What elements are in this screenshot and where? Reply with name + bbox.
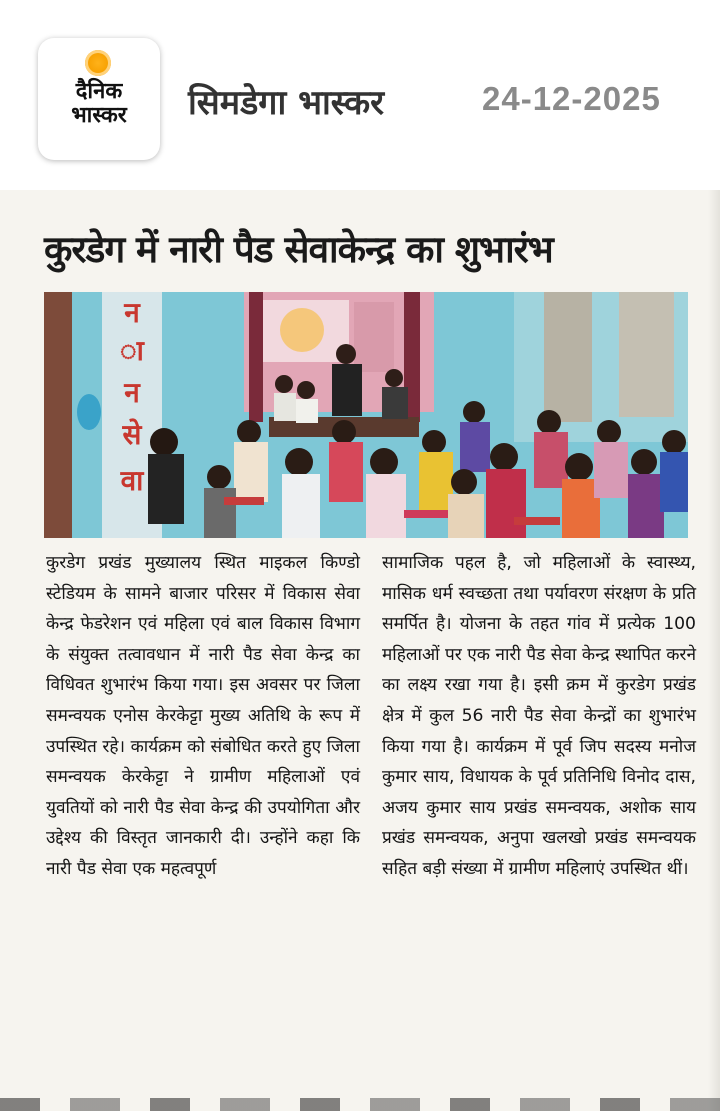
sun-logo-icon bbox=[85, 50, 111, 76]
banner-letter: न bbox=[124, 376, 140, 409]
article-body-left bbox=[46, 548, 360, 1088]
edition-title: सिमडेगा भास्कर bbox=[188, 83, 385, 123]
app-header bbox=[0, 0, 720, 190]
article-paragraph: सामाजिक पहल है, जो महिलाओं के स्वास्थ्य, मासिक धर्म स्वच्छता तथा पर्यावरण संरक्षण के प्रति समर्पित है। योजना के तहत गांव में प्रत्येक 100 महिलाओं पर एक नारी पैड सेवा केन्द्र स्थापित करने का लक्ष्य रखा गया है। इसी क्रम में कुरडेग प्रखंड क्षेत्र में कुल 56 नारी पैड सेवा केन्द्रों का शुभारंभ किया गया है। कार्यक्रम में पूर्व जिप सदस्य मनोज कुमार साय, विधायक के पूर्व प्रतिनिधि विनोद दास, अजय कुमार साय प्रखंड समन्वयक, अशोक साय प्रखंड समन्वयक, अनुपा खलखो प्रखंड समन्वयक सहित बड़ी संख्या में ग्रामीण महिलाएं उपस्थित थीं। bbox=[382, 553, 696, 879]
article-photo bbox=[44, 292, 688, 538]
article-body-right bbox=[382, 548, 696, 1088]
banner-letter: ा bbox=[120, 334, 144, 367]
cut-off-next-article bbox=[0, 1098, 720, 1111]
logo-text: दैनिक भास्कर bbox=[71, 79, 127, 128]
dainik-bhaskar-logo[interactable] bbox=[38, 38, 160, 160]
edition-date: 24-12-2025 bbox=[482, 80, 661, 117]
banner-letter: न bbox=[124, 296, 140, 329]
banner-letter: से bbox=[122, 418, 142, 451]
article-paragraph: कुरडेग प्रखंड मुख्यालय स्थित माइकल किण्डो स्टेडियम के सामने बाजार परिसर में विकास सेवा केन्द्र फेडरेशन एवं महिला एवं बाल विकास विभाग के संयुक्त तत्वावधान में नारी पैड सेवा केन्द्र का विधिवत शुभारंभ किया गया। इस अवसर पर जिला समन्वयक एनोस केरकेट्टा मुख्य अतिथि के रूप में उपस्थित रहे। कार्यक्रम को संबोधित करते हुए जिला समन्वयक केरकेट्टा ने ग्रामीण महिलाओं एवं युवतियों को नारी पैड सेवा केन्द्र की उपयोगिता और उद्देश्य की विस्तृत जानकारी दी। उन्होंने कहा कि नारी पैड सेवा एक महत्वपूर्ण bbox=[46, 553, 360, 879]
banner-letter: वा bbox=[120, 464, 144, 497]
page-edge bbox=[708, 190, 720, 1111]
article-headline: कुरडेग में नारी पैड सेवाकेन्द्र का शुभारंभ bbox=[44, 228, 553, 271]
